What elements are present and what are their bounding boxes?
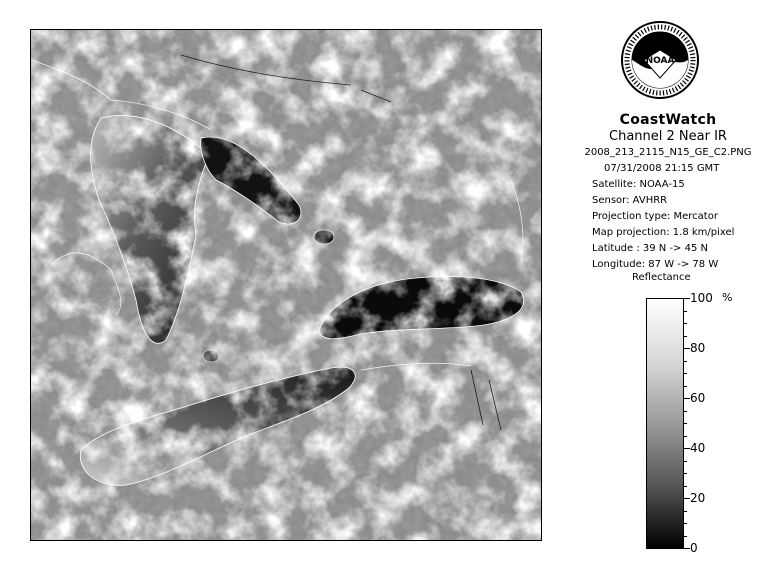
legend-title: Reflectance xyxy=(632,272,691,283)
colorbar-tick-label: 20 xyxy=(690,491,706,505)
colorbar-tick-label: 80 xyxy=(690,341,706,355)
latitude-range: Latitude : 39 N -> 45 N xyxy=(592,243,708,254)
noaa-logo xyxy=(620,20,700,110)
projection-type: Projection type: Mercator xyxy=(592,211,718,222)
colorbar-minor-tick xyxy=(684,473,687,474)
colorbar-minor-tick xyxy=(684,486,687,487)
colorbar-minor-tick xyxy=(684,411,687,412)
map-projection: Map projection: 1.8 km/pixel xyxy=(592,227,735,238)
acquisition-datetime: 07/31/2008 21:15 GMT xyxy=(604,163,720,174)
satellite-info: Satellite: NOAA-15 xyxy=(592,179,685,190)
map-title: CoastWatch xyxy=(619,112,717,128)
colorbar-minor-tick xyxy=(684,386,687,387)
svg-text:NOAA: NOAA xyxy=(645,56,675,66)
colorbar-minor-tick xyxy=(684,373,687,374)
satellite-map-svg xyxy=(31,30,542,541)
colorbar-tick-label: 40 xyxy=(690,441,706,455)
colorbar-minor-tick xyxy=(684,423,687,424)
colorbar-tick-label: 0 xyxy=(690,541,698,555)
colorbar-minor-tick xyxy=(684,323,687,324)
colorbar-tick-label: 60 xyxy=(690,391,706,405)
satellite-map xyxy=(30,29,542,541)
image-filename: 2008_213_2115_N15_GE_C2.PNG xyxy=(584,147,752,158)
colorbar-minor-tick xyxy=(684,536,687,537)
legend-unit: % xyxy=(722,291,733,304)
colorbar-minor-tick xyxy=(684,461,687,462)
sensor-info: Sensor: AVHRR xyxy=(592,195,668,206)
reflectance-colorbar xyxy=(646,298,684,549)
cloud-cover xyxy=(31,30,542,541)
longitude-range: Longitude: 87 W -> 78 W xyxy=(592,259,719,270)
colorbar-minor-tick xyxy=(684,336,687,337)
colorbar-minor-tick xyxy=(684,311,687,312)
colorbar-minor-tick xyxy=(684,523,687,524)
colorbar-minor-tick xyxy=(684,511,687,512)
channel-subtitle: Channel 2 Near IR xyxy=(609,129,727,144)
colorbar-tick-label: 100 xyxy=(690,291,713,305)
noaa-logo-icon xyxy=(620,20,700,100)
colorbar-minor-tick xyxy=(684,361,687,362)
colorbar-minor-tick xyxy=(684,436,687,437)
